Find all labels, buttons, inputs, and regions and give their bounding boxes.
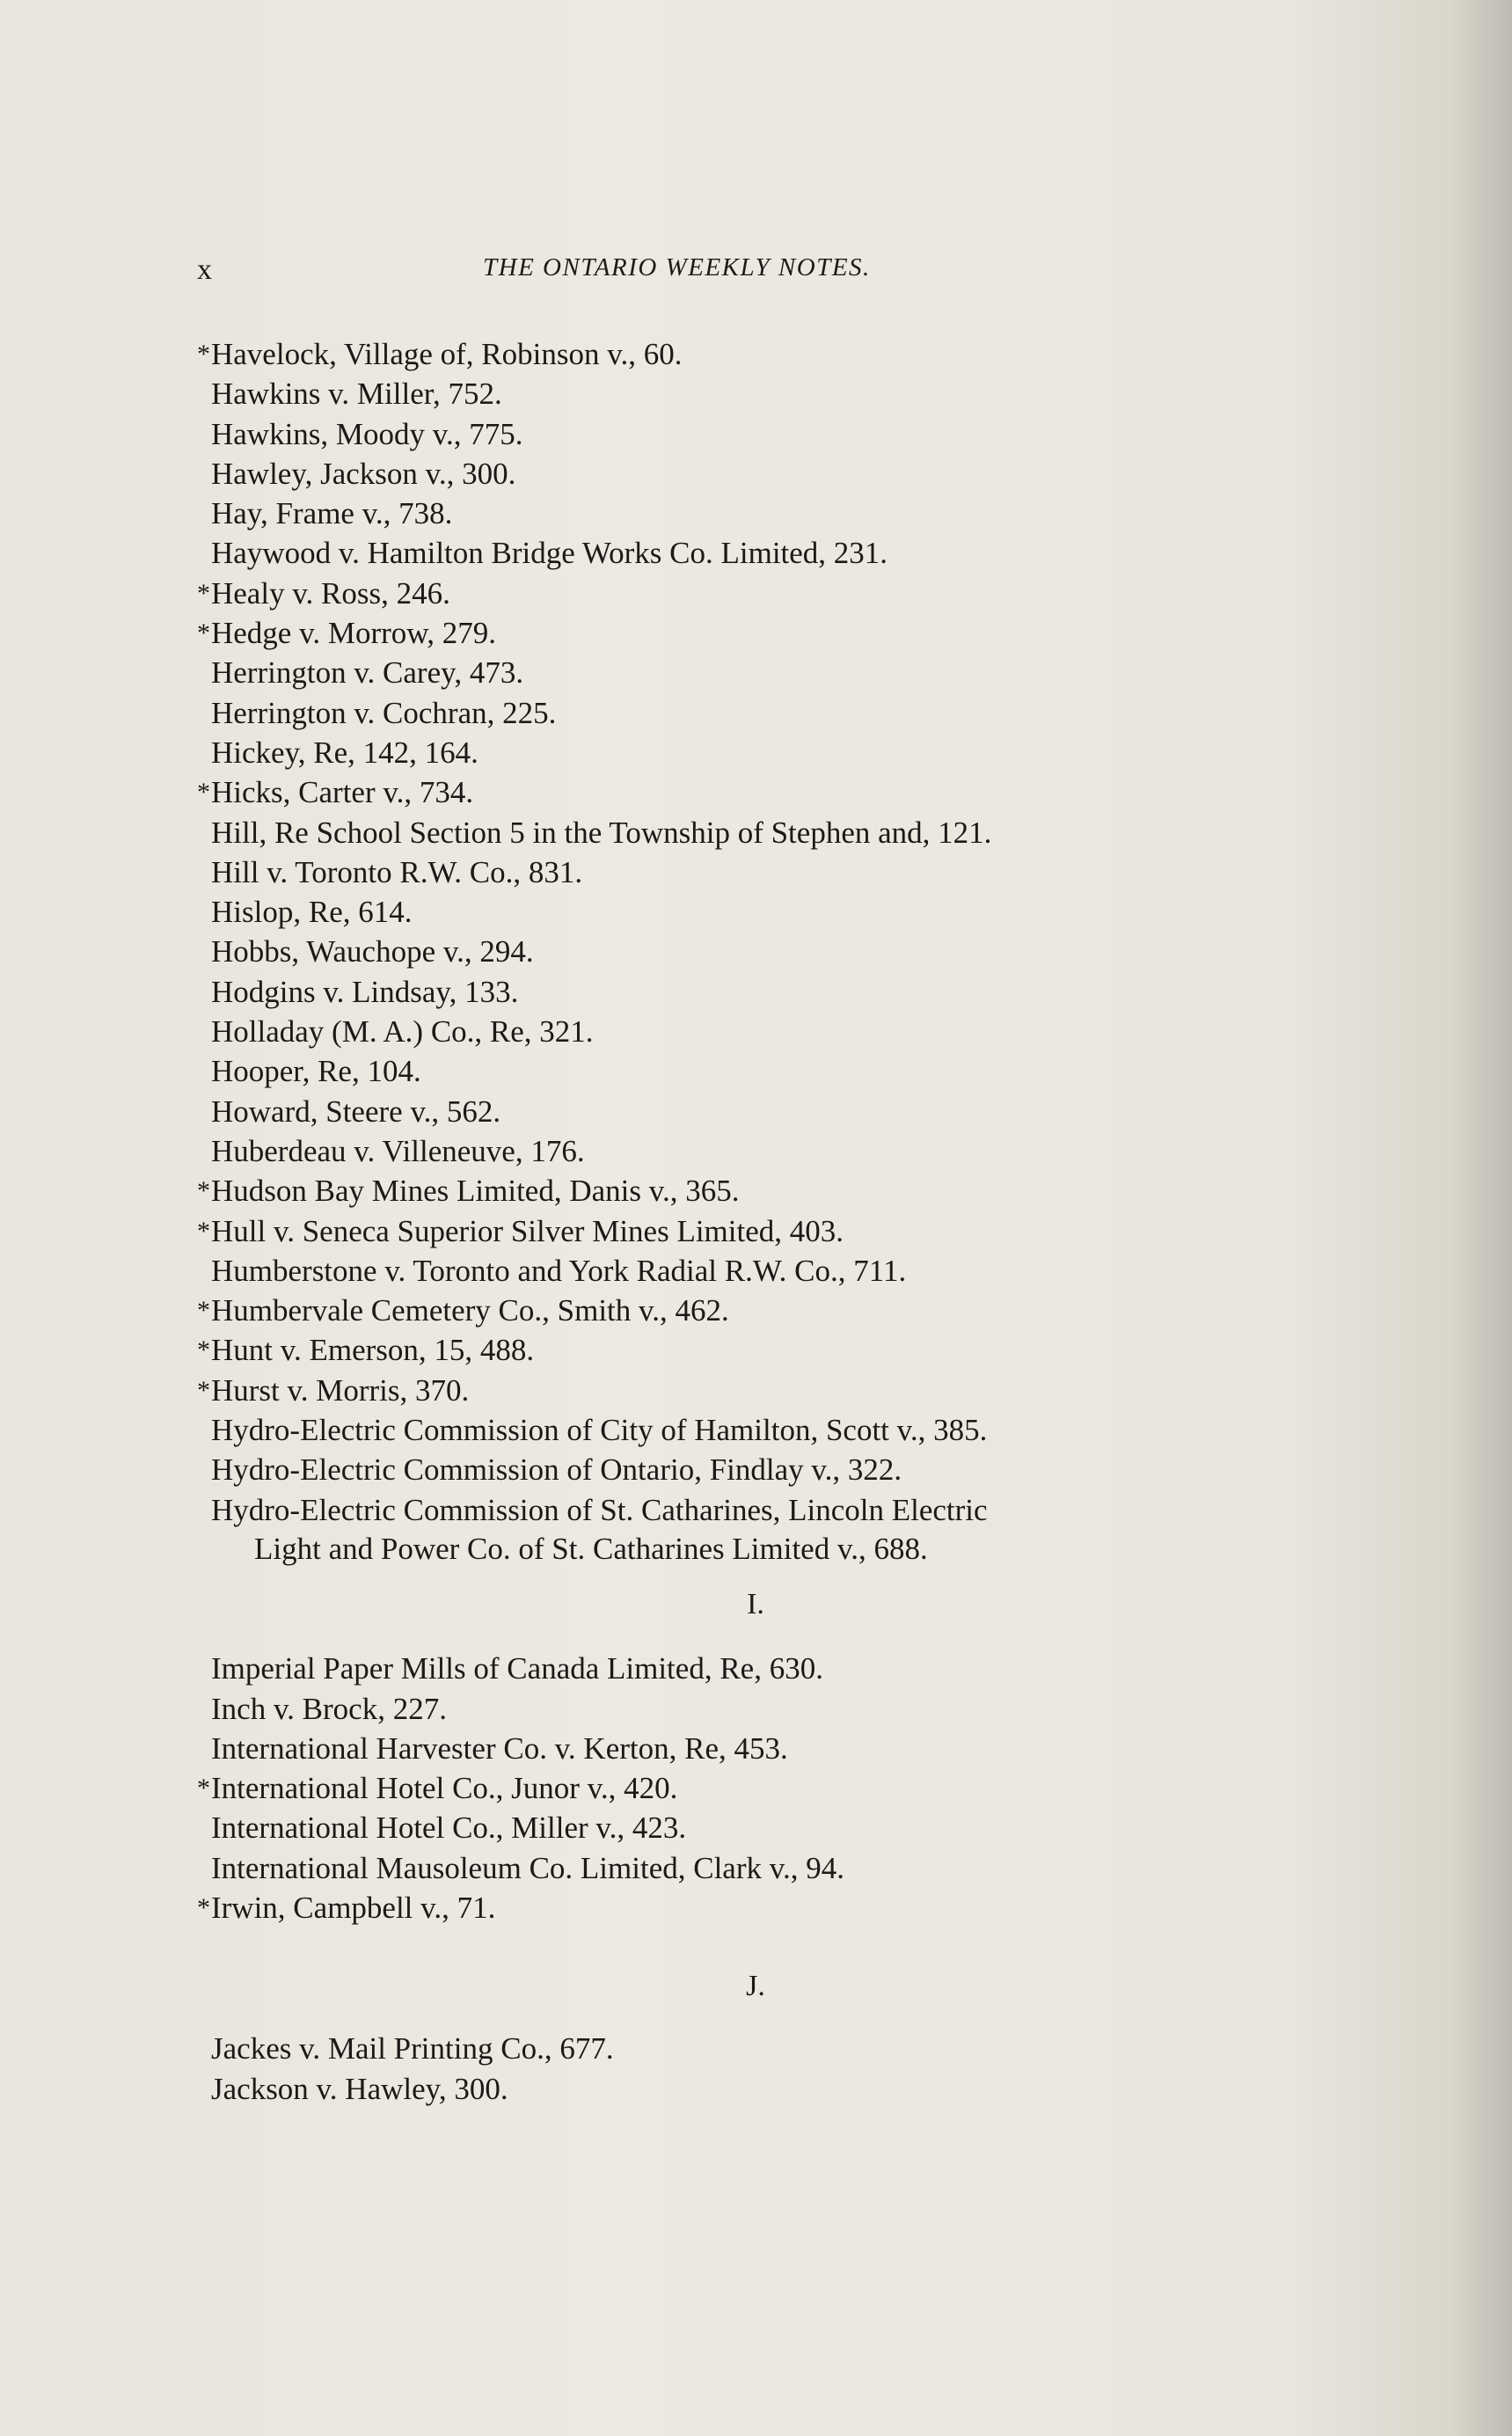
index-entry bbox=[197, 1211, 1340, 1251]
entry-text: Hicks, Carter v., 734. bbox=[211, 775, 474, 810]
index-entry bbox=[197, 813, 1340, 852]
entry-text: Hydro-Electric Commission of Ontario, Findlay v., 322. bbox=[211, 1452, 902, 1488]
index-entry bbox=[197, 533, 1340, 573]
case-index bbox=[197, 334, 1340, 2109]
entry-text: Hay, Frame v., 738. bbox=[211, 496, 453, 531]
entry-text: Hudson Bay Mines Limited, Danis v., 365. bbox=[211, 1174, 740, 1209]
index-entry bbox=[197, 1689, 1340, 1729]
index-entry bbox=[197, 653, 1340, 692]
entry-marker: * bbox=[197, 1176, 210, 1206]
entry-marker: * bbox=[197, 618, 210, 648]
index-entry bbox=[197, 613, 1340, 653]
entry-text: Hurst v. Morris, 370. bbox=[211, 1372, 470, 1408]
section-j-entries bbox=[197, 2029, 1340, 2109]
entry-text: Howard, Steere v., 562. bbox=[211, 1094, 501, 1129]
entry-text: Jackson v. Hawley, 300. bbox=[211, 2071, 508, 2106]
entry-text: International Mausoleum Co. Limited, Clark v., 94. bbox=[211, 1850, 844, 1885]
entry-marker: * bbox=[197, 1892, 210, 1922]
index-entry bbox=[197, 1450, 1340, 1489]
entry-text: Hill, Re School Section 5 in the Township of Stephen and, 121. bbox=[211, 815, 992, 850]
index-entry bbox=[197, 574, 1340, 613]
entry-text: Humberstone v. Toronto and York Radial R.W. Co., 711. bbox=[211, 1253, 907, 1288]
index-entry bbox=[197, 1888, 1340, 1928]
entry-text: Jackes v. Mail Printing Co., 677. bbox=[211, 2031, 614, 2067]
entry-text: Imperial Paper Mills of Canada Limited, Re, 630. bbox=[211, 1651, 823, 1686]
index-entry bbox=[197, 972, 1340, 1012]
section-heading-i: I. bbox=[747, 1588, 764, 1621]
index-entry bbox=[197, 1012, 1340, 1051]
entry-marker: * bbox=[197, 1335, 210, 1365]
entry-text: Hill v. Toronto R.W. Co., 831. bbox=[211, 854, 583, 889]
entry-marker: * bbox=[197, 1296, 210, 1326]
entry-marker: * bbox=[197, 578, 210, 608]
index-entry bbox=[197, 334, 1340, 374]
index-entry bbox=[197, 374, 1340, 413]
entry-text: Healy v. Ross, 246. bbox=[211, 575, 450, 611]
index-entry bbox=[197, 1490, 1340, 1530]
index-entry bbox=[197, 852, 1340, 892]
entry-text: Hodgins v. Lindsay, 133. bbox=[211, 974, 519, 1009]
entry-marker: * bbox=[197, 1375, 210, 1405]
index-entry-continuation: Light and Power Co. of St. Catharines Limited v., 688. bbox=[254, 1531, 928, 1566]
entry-text: Hawkins, Moody v., 775. bbox=[211, 416, 523, 451]
entry-text: Humbervale Cemetery Co., Smith v., 462. bbox=[211, 1293, 729, 1328]
entry-text: Irwin, Campbell v., 71. bbox=[211, 1890, 496, 1925]
page-numeral: x bbox=[197, 253, 213, 286]
running-head: THE ONTARIO WEEKLY NOTES. bbox=[483, 253, 871, 282]
entry-text: Havelock, Village of, Robinson v., 60. bbox=[211, 337, 683, 371]
index-entry bbox=[197, 1330, 1340, 1370]
index-entry bbox=[197, 2069, 1340, 2109]
entry-text: Hawkins v. Miller, 752. bbox=[211, 377, 502, 412]
index-entry bbox=[197, 1251, 1340, 1291]
entry-marker: * bbox=[197, 1216, 210, 1246]
entry-text: Herrington v. Cochran, 225. bbox=[211, 695, 557, 730]
index-entry bbox=[197, 1371, 1340, 1410]
index-entry bbox=[197, 1649, 1340, 1688]
entry-text: Hunt v. Emerson, 15, 488. bbox=[211, 1333, 535, 1368]
index-entry bbox=[197, 1808, 1340, 1847]
index-entry bbox=[197, 1729, 1340, 1768]
index-entry bbox=[197, 1131, 1340, 1171]
index-entry bbox=[197, 1410, 1340, 1450]
section-i-entries bbox=[197, 1649, 1340, 1928]
index-entry bbox=[197, 1171, 1340, 1211]
entry-text: Hawley, Jackson v., 300. bbox=[211, 456, 516, 491]
index-entry bbox=[197, 2029, 1340, 2068]
index-entry bbox=[197, 892, 1340, 932]
entry-marker: * bbox=[197, 778, 210, 808]
index-entry bbox=[197, 1051, 1340, 1091]
entry-text: International Harvester Co. v. Kerton, Re, 453. bbox=[211, 1730, 788, 1766]
entry-text: Hydro-Electric Commission of St. Catharines, Lincoln Electric bbox=[211, 1492, 988, 1527]
section-h-entries bbox=[197, 334, 1340, 1569]
entry-marker: * bbox=[197, 340, 210, 369]
section-heading-j: J. bbox=[746, 1970, 765, 2003]
page-header bbox=[197, 253, 989, 297]
index-entry bbox=[197, 454, 1340, 494]
entry-text: Hislop, Re, 614. bbox=[211, 895, 413, 930]
index-entry bbox=[197, 1092, 1340, 1131]
entry-marker: * bbox=[197, 1774, 210, 1803]
entry-text: Holladay (M. A.) Co., Re, 321. bbox=[211, 1014, 594, 1050]
entry-text: Herrington v. Carey, 473. bbox=[211, 655, 524, 691]
entry-text: Hydro-Electric Commission of City of Hamilton, Scott v., 385. bbox=[211, 1413, 988, 1448]
entry-text: Hickey, Re, 142, 164. bbox=[211, 735, 478, 770]
index-entry bbox=[197, 494, 1340, 533]
entry-text: Hooper, Re, 104. bbox=[211, 1054, 421, 1089]
index-entry bbox=[197, 932, 1340, 971]
entry-text: Hedge v. Morrow, 279. bbox=[211, 616, 497, 651]
entry-text: Hull v. Seneca Superior Silver Mines Limited, 403. bbox=[211, 1213, 844, 1248]
index-entry bbox=[197, 733, 1340, 772]
index-entry bbox=[197, 1848, 1340, 1888]
index-entry bbox=[197, 772, 1340, 812]
entry-text: International Hotel Co., Miller v., 423. bbox=[211, 1811, 687, 1846]
entry-text: Haywood v. Hamilton Bridge Works Co. Limited, 231. bbox=[211, 536, 888, 571]
entry-text: Inch v. Brock, 227. bbox=[211, 1691, 447, 1726]
entry-text: International Hotel Co., Junor v., 420. bbox=[211, 1771, 678, 1806]
index-entry bbox=[197, 1291, 1340, 1330]
index-entry bbox=[197, 414, 1340, 454]
index-entry bbox=[197, 693, 1340, 733]
entry-text: Hobbs, Wauchope v., 294. bbox=[211, 934, 534, 969]
index-entry bbox=[197, 1768, 1340, 1808]
entry-text: Huberdeau v. Villeneuve, 176. bbox=[211, 1133, 585, 1168]
